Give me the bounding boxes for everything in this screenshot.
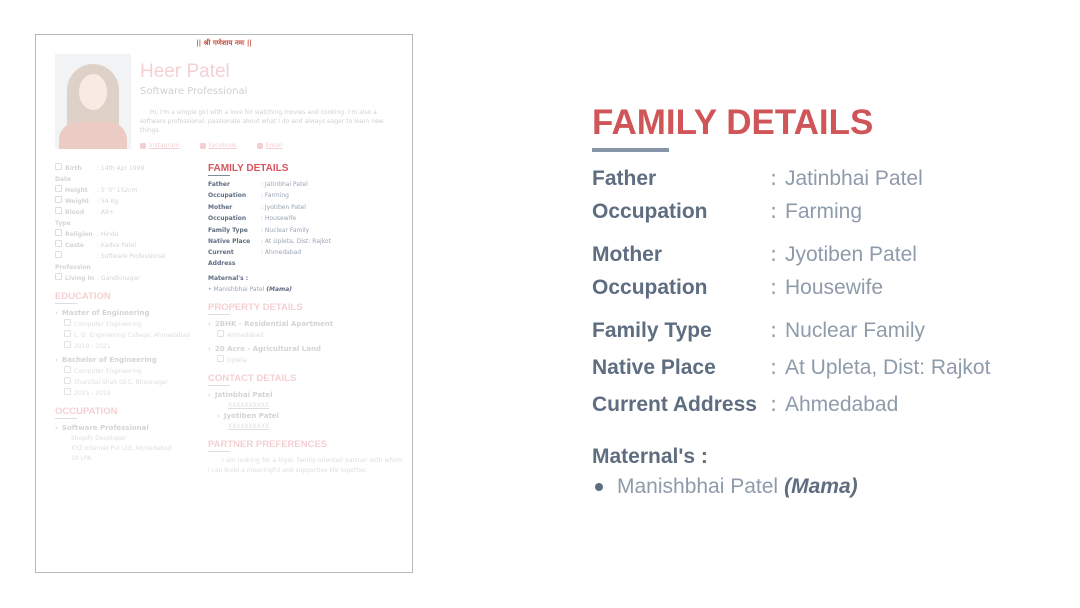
- profile-name: Heer Patel: [140, 61, 230, 82]
- occupation-company: XYZ Internet Pvt Ltd, Ahmedabad: [71, 445, 172, 452]
- detail-row-mother-occupation: Occupation : Housewife: [592, 275, 884, 299]
- profile-photo: [55, 54, 131, 149]
- graduation-cap-icon: [64, 319, 71, 326]
- contact-phone[interactable]: XXXXXXXXXX: [228, 402, 270, 409]
- occupation-position: Shopify Developer: [71, 435, 127, 442]
- occupation-title: › Software Professional: [55, 423, 205, 434]
- instagram-icon: [140, 143, 146, 149]
- invocation-text: || श्री गणेशाय नमः ||: [196, 39, 252, 47]
- bullet-icon: [595, 483, 603, 491]
- detail-row-current-address: Current Address : Ahmedabad: [592, 392, 899, 416]
- family-details-zoom: [592, 100, 1052, 499]
- calendar-icon: [64, 341, 71, 348]
- maternal-relation: (Mama): [784, 475, 858, 498]
- family-row: Native Place : At Upleta, Dist: Rajkot: [208, 238, 331, 245]
- email-link[interactable]: Email: [257, 142, 283, 149]
- location-icon: [217, 330, 224, 337]
- facebook-link[interactable]: Facebook: [200, 142, 237, 149]
- property-item: › 2BHK - Residential Apartment: [208, 319, 403, 330]
- left-column: [55, 163, 205, 464]
- weight-icon: [55, 196, 62, 203]
- family-heading: FAMILY DETAILS: [208, 163, 289, 174]
- facebook-icon: [200, 143, 206, 149]
- family-row: Occupation : Housewife: [208, 215, 297, 222]
- family-row: Occupation : Farming: [208, 192, 289, 199]
- temple-icon: [55, 229, 62, 236]
- calendar-icon: [64, 388, 71, 395]
- heading-underline: [208, 175, 230, 176]
- right-column: FAMILY DETAILS Father : Jatinbhai Patel Occupation : Farming Mother : Jyotiben Patel Occupation : Housewife Family Type : Nuclear Family Native Place : At Upleta, Dist: Rajkot Current Address : Ahmedabad Maternal's : • Manishbhai Patel (Mama) PROPERTY DETAILS › 2BHK - Residential Apartment Ahmedabad › 20 Acre - Agricultural Land Upleta CONTACT DETAILS › Jatinbhai Patel XXXXXXXXXX › Jyotiben Patel XXXXXXXXXX PARTNER PREFERENCES I am looking for a loyal, family-oriented partner with whom I can build a meaningful and supportive life together.: [208, 163, 403, 476]
- personal-row: Weight : 54 Kg: [55, 196, 205, 207]
- personal-row: Living In : Gandhinagar: [55, 273, 205, 284]
- property-heading: PROPERTY DETAILS: [208, 302, 303, 313]
- height-icon: [55, 185, 62, 192]
- building-icon: [64, 330, 71, 337]
- family-row: Father : Jatinbhai Patel: [208, 181, 308, 188]
- contact-name: › Jatinbhai Patel: [208, 390, 403, 401]
- personal-row: Blood Type : AB+: [55, 209, 115, 227]
- maternal-label: Maternal's :: [208, 275, 249, 282]
- graduation-cap-icon: [64, 366, 71, 373]
- profession-icon: [55, 251, 62, 258]
- education-item: › Bachelor of Engineering Computer Engineering Shantilal Shah GEC, Bhavnagar 2015 - 2019: [55, 355, 205, 399]
- personal-row: Birth Date : 14th Apr 1999: [55, 165, 145, 183]
- detail-row-father-occupation: Occupation : Farming: [592, 199, 863, 223]
- maternal-item: • Manishbhai Patel (Mama): [208, 286, 293, 293]
- heading-underline: [208, 451, 230, 452]
- occupation-salary: 10 LPA: [71, 455, 92, 462]
- building-icon: [64, 377, 71, 384]
- contact-name: › Jyotiben Patel: [208, 411, 403, 422]
- family-row: Family Type : Nuclear Family: [208, 227, 310, 234]
- profile-bio: Hi, I'm a simple girl with a love for watching movies and cooking. I'm also a software professional, passionate about what I do and always eager to learn new things.: [140, 109, 384, 134]
- email-icon: [257, 143, 263, 149]
- detail-row-family-type: Family Type : Nuclear Family: [592, 318, 926, 342]
- profile-role: Software Professional: [140, 86, 248, 97]
- contact-heading: CONTACT DETAILS: [208, 373, 297, 384]
- maternal-name: Manishbhai Patel: [617, 475, 779, 498]
- property-item: › 20 Acre - Agricultural Land: [208, 344, 403, 355]
- education-item: › Master of Engineering Computer Engineering L. D. Engineering College, Ahmedabad 2019 - 2021: [55, 308, 205, 352]
- partner-heading: PARTNER PREFERENCES: [208, 439, 328, 450]
- heading-underline: [208, 385, 230, 386]
- personal-row: Height : 5' 0" 152cm: [55, 185, 205, 196]
- heading-underline: [208, 314, 230, 315]
- social-links: [140, 142, 282, 149]
- family-row: Current Address : Ahmedabad: [208, 249, 302, 267]
- occupation-heading: OCCUPATION: [55, 406, 118, 417]
- detail-row-native-place: Native Place : At Upleta, Dist: Rajkot: [592, 355, 991, 379]
- detail-row-father: Father : Jatinbhai Patel: [592, 166, 923, 190]
- caste-icon: [55, 240, 62, 247]
- personal-row: Profession : Software Professional: [55, 253, 166, 271]
- partner-text: I am looking for a loyal, family-oriented partner with whom I can build a meaningful and supportive life together.: [208, 457, 403, 474]
- heading-underline: [55, 418, 77, 419]
- resume-page-preview: [35, 34, 413, 573]
- maternal-list-item: [592, 475, 1052, 499]
- personal-row: Religion : Hindu: [55, 229, 205, 240]
- cake-icon: [55, 163, 62, 170]
- education-heading: EDUCATION: [55, 291, 111, 302]
- instagram-link[interactable]: Instagram: [140, 142, 180, 149]
- location-icon: [55, 273, 62, 280]
- family-details-title: FAMILY DETAILS: [592, 103, 874, 142]
- family-row: Mother : Jyotiben Patel: [208, 204, 306, 211]
- detail-row-mother: Mother : Jyotiben Patel: [592, 242, 917, 266]
- blood-icon: [55, 207, 62, 214]
- title-underline: [592, 148, 669, 152]
- maternal-heading: Maternal's :: [592, 445, 708, 468]
- heading-underline: [55, 303, 77, 304]
- contact-phone[interactable]: XXXXXXXXXX: [228, 423, 270, 430]
- personal-row: Caste : Kadva Patel: [55, 240, 205, 251]
- location-icon: [217, 355, 224, 362]
